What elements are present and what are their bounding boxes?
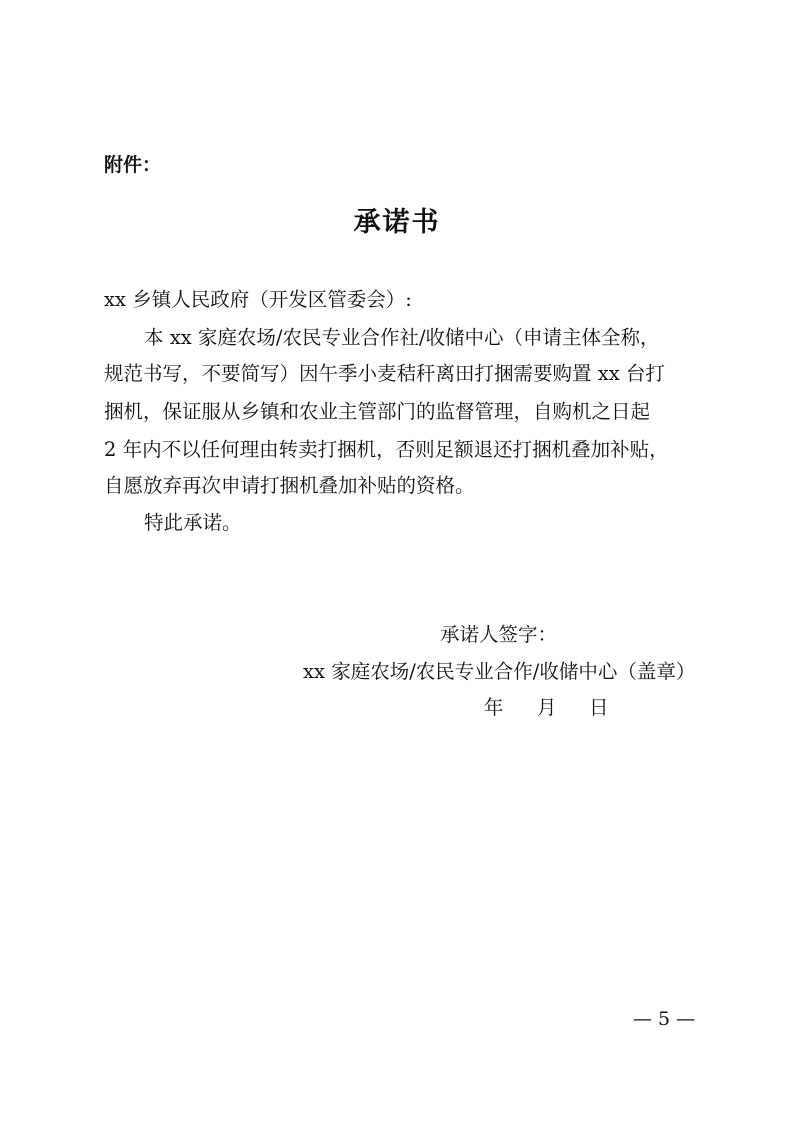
body-line: 本 xx 家庭农场/农民专业合作社/收储中心（申请主体全称，	[144, 326, 660, 349]
body-line: 自愿放弃再次申请打捆机叠加补贴的资格。	[104, 474, 475, 497]
page-number: — 5 —	[633, 1008, 696, 1030]
body-line: 2 年内不以任何理由转卖打捆机，否则足额退还打捆机叠加补贴，	[104, 438, 669, 461]
body-line: 捆机，保证服从乡镇和农业主管部门的监督管理，自购机之日起	[104, 400, 651, 423]
date-day: 日	[589, 696, 609, 719]
document-title: 承诺书	[353, 207, 441, 238]
attachment-label: 附件：	[104, 154, 162, 176]
closing-statement: 特此承诺。	[144, 511, 242, 534]
organization-seal-line: xx 家庭农场/农民专业合作/收储中心（盖章）	[303, 660, 696, 683]
body-line: 规范书写，不要简写）因午季小麦秸秆离田打捆需要购置 xx 台打	[104, 362, 665, 385]
date-year: 年	[484, 696, 504, 719]
signer-label: 承诺人签字：	[440, 623, 558, 646]
addressee: xx 乡镇人民政府（开发区管委会）:	[104, 288, 412, 311]
date-month: 月	[537, 696, 557, 719]
